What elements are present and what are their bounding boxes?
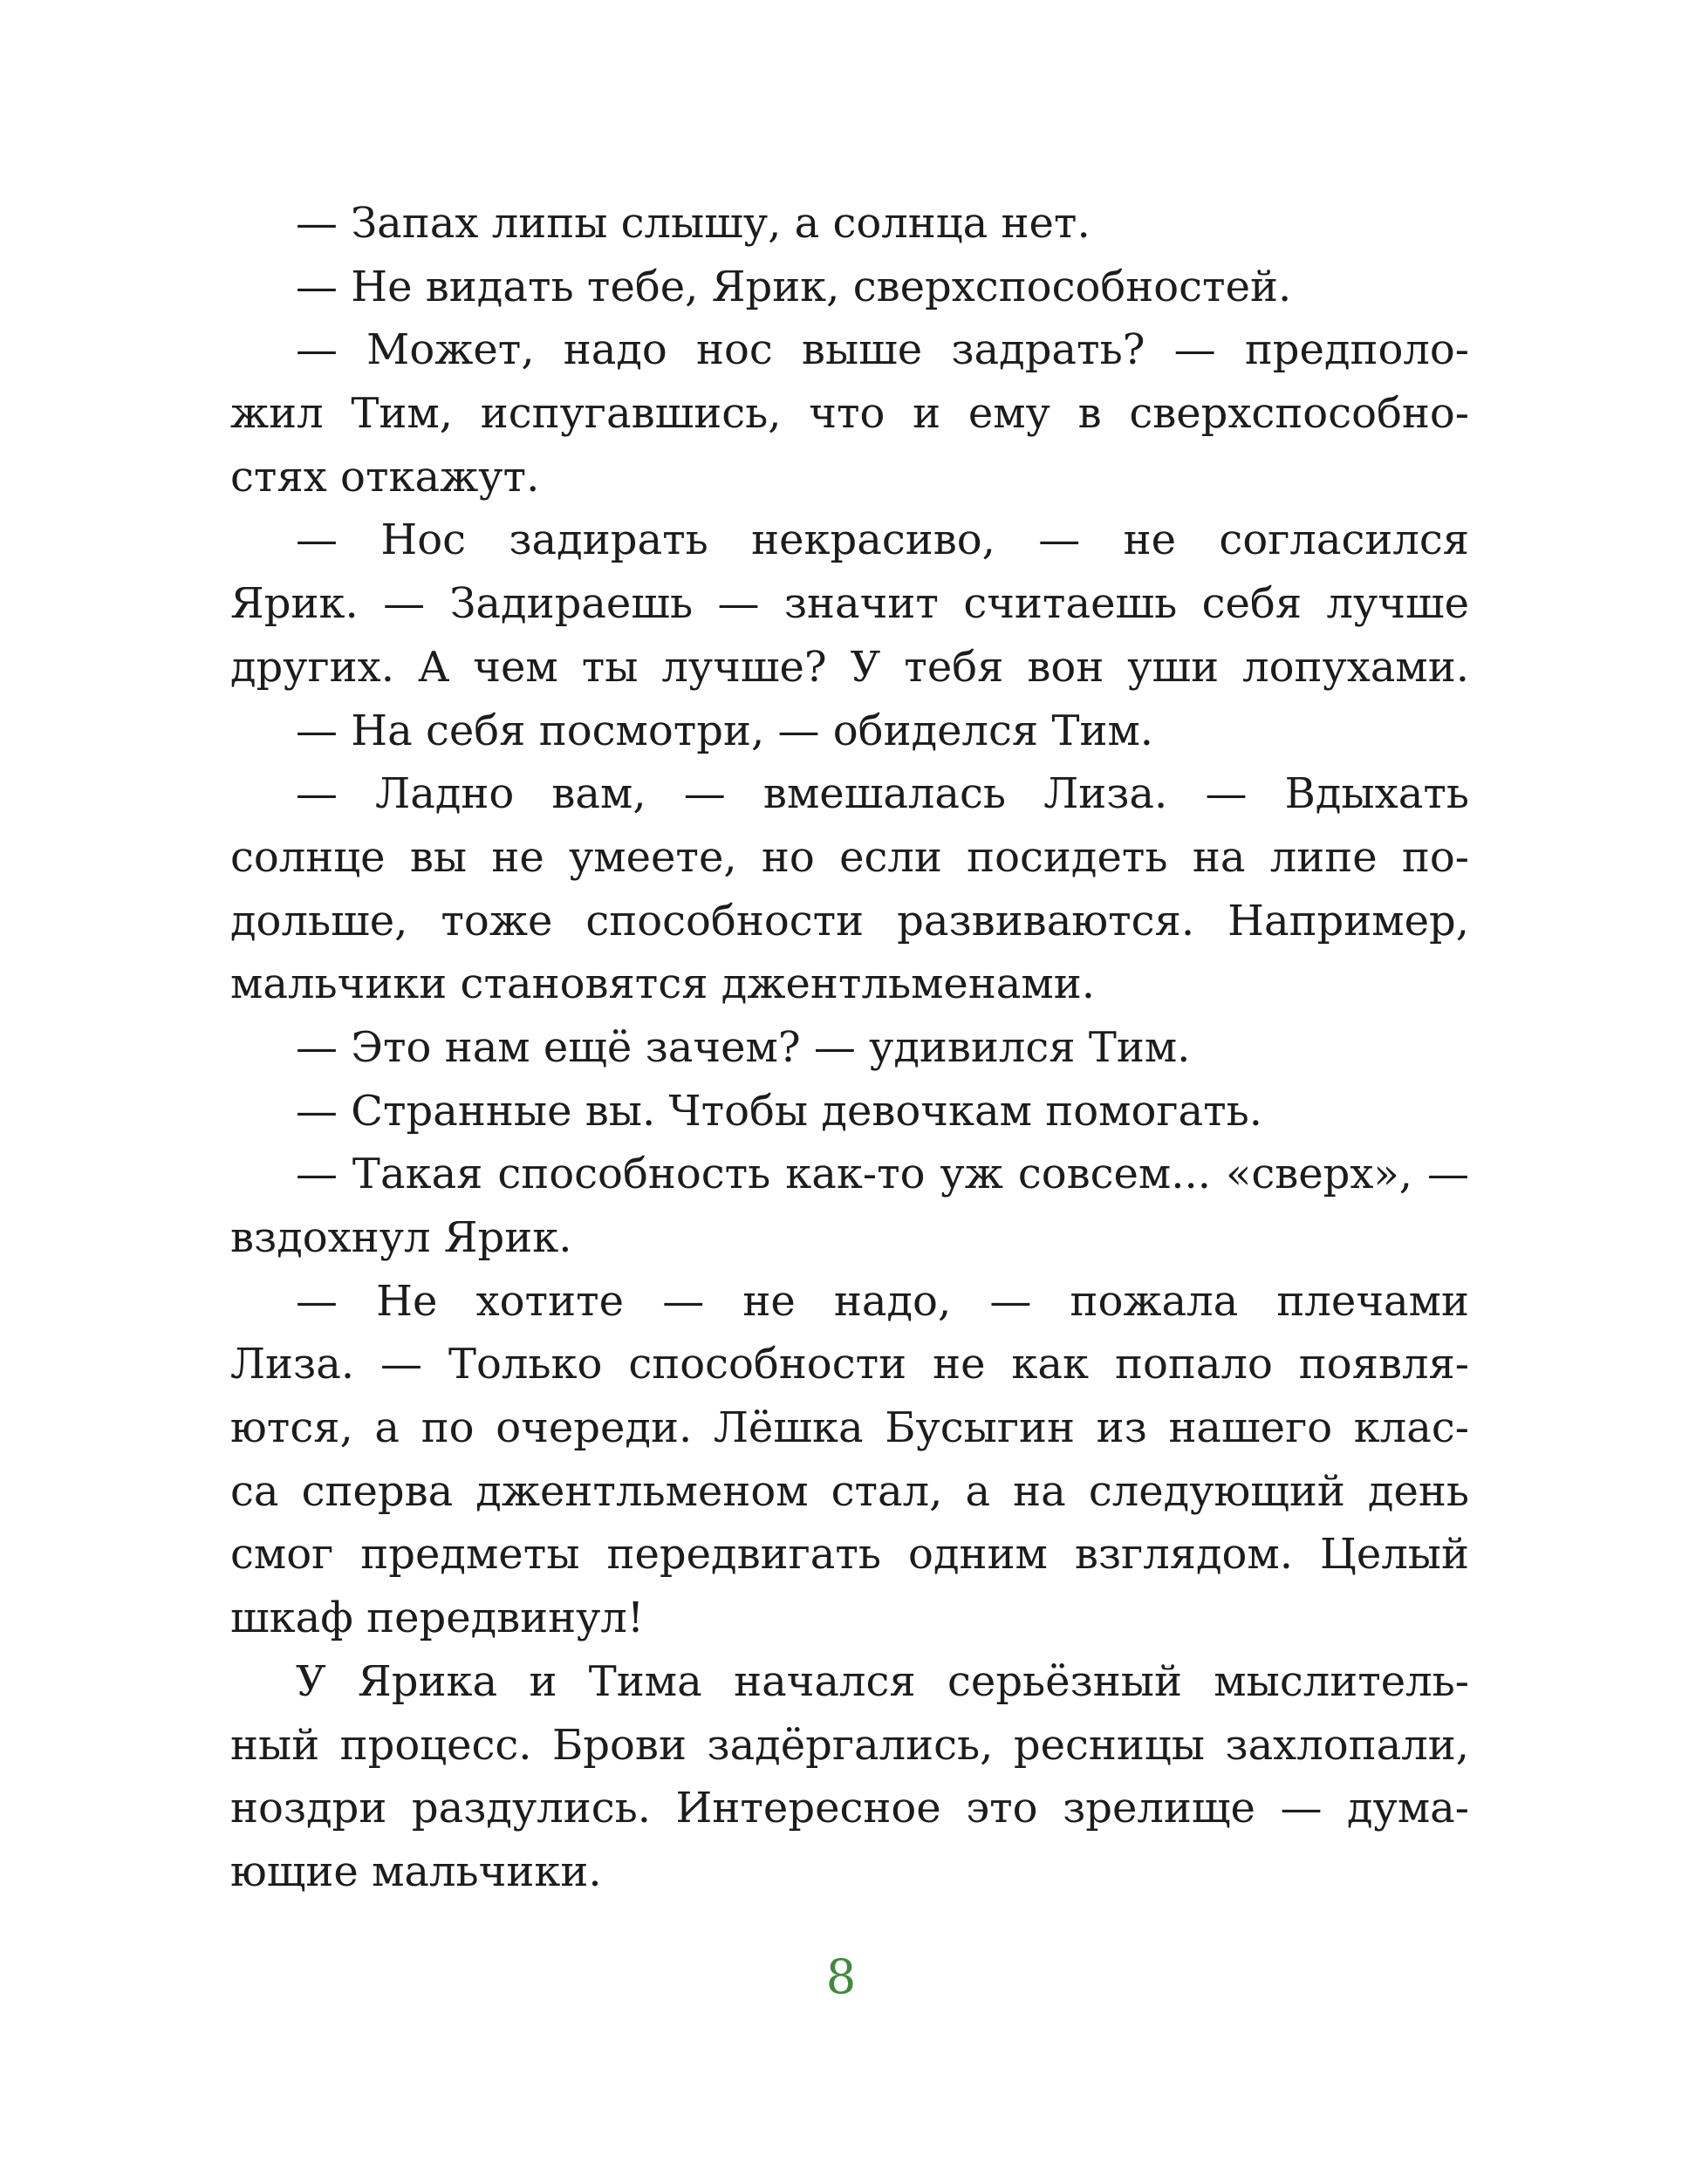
text-line: — Нос задирать некрасиво, — не согласился — [296, 515, 1469, 565]
text-line: — Это нам ещё зачем? — удивился Тим. — [296, 1022, 1191, 1072]
text-line: солнце вы не умеете, но если посидеть на липе по- — [230, 832, 1469, 882]
text-line: смог предметы передвигать одним взглядом. Целый — [230, 1530, 1469, 1580]
text-line: ноздри раздулись. Интересное это зрелище — дума- — [230, 1784, 1469, 1833]
text-line: дольше, тоже способности развиваются. Например, — [230, 896, 1469, 945]
text-line: — Запах липы слышу, а солнца нет. — [296, 199, 1091, 248]
text-line: — Может, надо нос выше задрать? — предполо- — [296, 325, 1469, 375]
text-line: жил Тим, испугавшись, что и ему в сверхспособно- — [230, 389, 1469, 439]
text-line: Лиза. — Только способности не как попало появля- — [230, 1340, 1469, 1389]
text-line: шкаф передвинул! — [230, 1594, 645, 1643]
page-number: 8 — [825, 1949, 857, 2004]
text-line: — Не видать тебе, Ярик, сверхспособностей. — [296, 262, 1292, 311]
text-line: — На себя посмотри, — обиделся Тим. — [296, 706, 1154, 755]
text-line: — Не хотите — не надо, — пожала плечами — [296, 1276, 1469, 1326]
text-line: стях откажут. — [230, 452, 540, 502]
body-text — [230, 192, 1469, 1904]
text-line: ный процесс. Брови задёргались, ресницы захлопали, — [230, 1720, 1469, 1770]
text-line: Ярик. — Задираешь — значит считаешь себя лучше — [230, 579, 1469, 629]
text-line: мальчики становятся джентльменами. — [230, 959, 1096, 1009]
text-line: других. А чем ты лучше? У тебя вон уши лопухами. — [230, 642, 1469, 692]
text-line: — Странные вы. Чтобы девочкам помогать. — [296, 1086, 1263, 1136]
text-line: ются, а по очереди. Лёшка Бусыгин из нашего клас- — [230, 1403, 1469, 1453]
text-line: У Ярика и Тима начался серьёзный мыслитель- — [296, 1656, 1469, 1706]
text-line: ющие мальчики. — [230, 1846, 602, 1896]
text-line: вздохнул Ярик. — [230, 1213, 572, 1262]
text-line: — Ладно вам, — вмешалась Лиза. — Вдыхать — [296, 769, 1469, 819]
text-line: — Такая способность как-то уж совсем... «сверх», — — [296, 1150, 1469, 1199]
text-line: са сперва джентльменом стал, а на следующий день — [230, 1466, 1469, 1516]
